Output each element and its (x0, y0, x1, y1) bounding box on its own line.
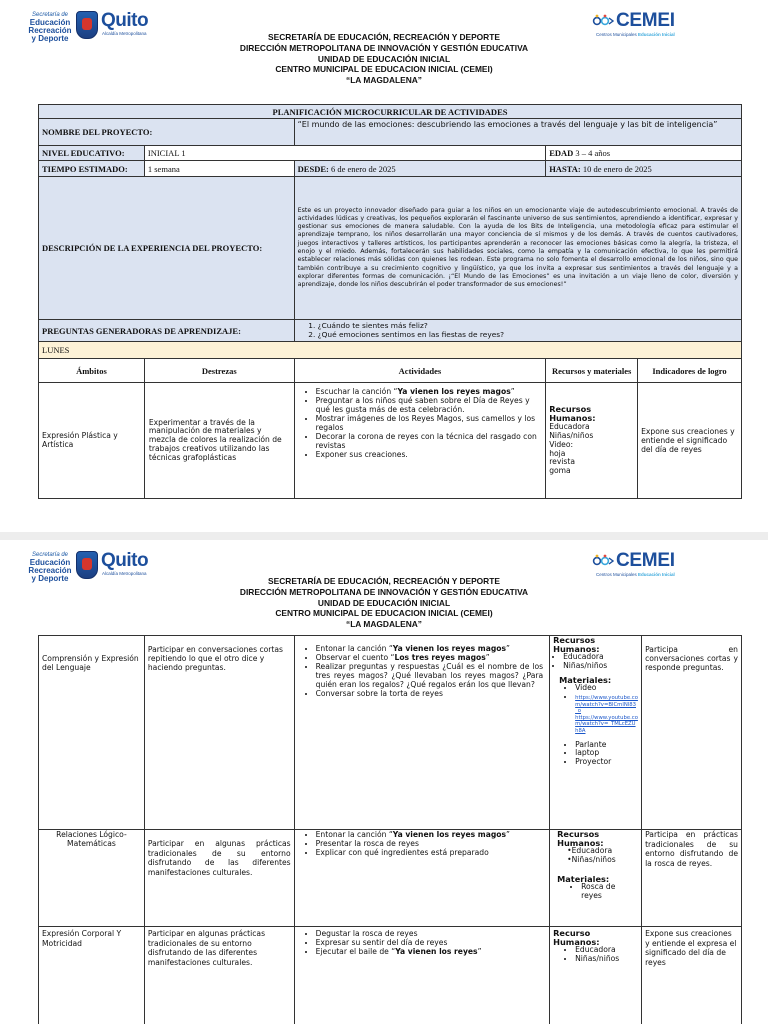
column-header: Recursos y materiales (546, 359, 638, 383)
column-header: Indicadores de logro (638, 359, 742, 383)
age-label: EDAD (549, 148, 574, 158)
activity-text: ” (506, 830, 510, 839)
activity-bold: Los tres reyes magos (394, 653, 486, 662)
material-item: • Video (575, 684, 638, 693)
activity-item: • Preguntar a los niños qué saben sobre el Día de Reyes y qué les gusta más de esta celebración. (316, 396, 543, 414)
activity-item: • Mostrar imágenes de los Reyes Magos, sus camellos y los regalos (316, 414, 543, 432)
materials-title: Materiales: (557, 873, 610, 884)
header-line: DIRECCIÓN METROPOLITANA DE INNOVACIÓN Y GESTIÓN EDUCATIVA (239, 586, 529, 597)
resources-title: Recursos Humanos: (549, 404, 596, 424)
resource-item: • Educadora (575, 946, 638, 955)
resources-cell (550, 927, 642, 1024)
activity-bold: Ya vienen los reyes (395, 947, 478, 956)
time-value: 1 semana (144, 161, 294, 177)
quito-logo-text: Quito (101, 10, 149, 31)
material-item: • laptop (575, 749, 638, 758)
cemei-logo-text: CEMEI (616, 550, 675, 571)
questions-list (294, 320, 741, 342)
age-cell (546, 146, 742, 161)
activity-item (316, 830, 544, 839)
logo-text: y Deporte (31, 574, 69, 583)
page-gap (0, 532, 768, 540)
level-value: INICIAL 1 (144, 146, 545, 161)
resource-item: revista (549, 457, 576, 467)
activity-bold: Ya vienen los reyes magos (397, 387, 511, 396)
column-header: Actividades (294, 359, 546, 383)
resources-title: Recursos Humanos: (553, 635, 600, 654)
to-label: HASTA: (549, 163, 581, 174)
cemei-children-icon (592, 14, 614, 28)
header-line: UNIDAD DE EDUCACIÓN INICIAL (317, 53, 451, 64)
resource-text: Educadora (571, 846, 613, 856)
cemei-sub-2: Educación Inicial (638, 32, 675, 37)
activity-text: ” (506, 644, 510, 653)
header-line: SECRETARÍA DE EDUCACIÓN, RECREACIÓN Y DEPORTE (268, 576, 500, 586)
cemei-logo-text: CEMEI (616, 10, 675, 31)
questions-label: PREGUNTAS GENERADORAS DE APRENDIZAJE: (39, 320, 295, 342)
resource-item: • Niñas/niños (575, 955, 638, 964)
table-row (39, 636, 742, 830)
indicator-cell: Participa en conversaciones cortas y responde preguntas. (642, 636, 742, 830)
cemei-sub-1: Centros Municipales (596, 572, 639, 577)
resource-item: hoja (549, 448, 566, 458)
header-line: UNIDAD DE EDUCACIÓN INICIAL (317, 597, 451, 608)
header-line: DIRECCIÓN METROPOLITANA DE INNOVACIÓN Y GESTIÓN EDUCATIVA (239, 42, 529, 53)
resources-cell (546, 383, 638, 499)
resource-item: • Niñas/niños (563, 662, 638, 671)
resource-item: Educadora (549, 422, 590, 432)
destreza-cell: Experimentar a través de la manipulación de materiales y mezcla de colores la realización de trabajos creativos utilizando las técnicas grafoplásticas (144, 383, 294, 499)
description-label: DESCRIPCIÓN DE LA EXPERIENCIA DEL PROYECTO: (39, 177, 295, 320)
header-line: “LA MAGDALENA” (346, 619, 422, 630)
activity-item: • Presentar la rosca de reyes (316, 839, 544, 848)
destreza-cell: Participar en algunas prácticas tradicionales de su entorno disfrutando de las diferentes manifestaciones culturales. (144, 830, 294, 927)
material-item: • Rosca de reyes (581, 883, 638, 900)
activity-item (316, 387, 543, 396)
activity-text: ” (510, 387, 515, 396)
activity-text: Escuchar la canción “ (315, 387, 398, 396)
planning-table (38, 104, 742, 499)
activity-item: • Realizar preguntas y respuestas ¿Cuál es el nombre de los tres reyes magos? ¿Qué llevaban los reyes magos? ¿Para quién eran los regalos? ¿Qué regalos erán los que llevan? (316, 662, 544, 689)
activity-item: • Explicar con qué ingredientes está preparado (316, 848, 544, 857)
quito-logo-text: Quito (101, 550, 149, 571)
to-value: 10 de enero de 2025 (580, 163, 652, 174)
activity-text: Entonar la canción “ (315, 644, 393, 653)
resource-item: goma (549, 465, 571, 475)
activity-item (316, 947, 547, 956)
logo-text: Recreación (28, 26, 72, 35)
video-link[interactable]: • https://www.youtube.com/watch?v=BlCmlNl83_o (575, 695, 638, 715)
resources-cell (550, 636, 642, 830)
header-line: SECRETARÍA DE EDUCACIÓN, RECREACIÓN Y DEPORTE (268, 32, 500, 42)
column-header: Ámbitos (39, 359, 145, 383)
time-label: TIEMPO ESTIMADO: (39, 161, 145, 177)
ambito-cell: Expresión Corporal Y Motricidad (39, 927, 145, 1024)
project-label: NOMBRE DEL PROYECTO: (39, 119, 295, 146)
activity-item (316, 644, 544, 653)
logo-text: Recreación (28, 566, 72, 575)
alcaldia-logo-text: Alcaldía Metropolitana (102, 571, 147, 576)
activities-cell (294, 927, 550, 1024)
indicator-cell: Expone sus creaciones y entiende el significado del día de reyes (638, 383, 742, 499)
cemei-sub-2: Educación Inicial (638, 572, 675, 577)
logo-text: Educación (29, 18, 71, 27)
resource-item: Video: (549, 439, 574, 449)
logo-text: y Deporte (31, 34, 69, 43)
day-label: LUNES (39, 342, 742, 359)
document-header (0, 32, 768, 86)
alcaldia-logo-text: Alcaldía Metropolitana (102, 31, 147, 36)
resource-text: Niñas/niños (571, 854, 616, 864)
activity-item: • Conversar sobre la torta de reyes (316, 689, 544, 698)
logo-text: Secretaría de (31, 552, 69, 558)
activities-cell (294, 830, 550, 927)
activity-item (316, 653, 544, 662)
question-item: 2. ¿Qué emociones sentimos en las fiestas de reyes? (318, 331, 738, 340)
page-2 (0, 540, 768, 1024)
destreza-cell: Participar en conversaciones cortas repitiendo lo que el otro dice y haciendo preguntas. (144, 636, 294, 830)
materials-title: Materiales: (559, 674, 612, 685)
header-line: CENTRO MUNICIPAL DE EDUCACION INICIAL (CEMEI) (275, 608, 493, 619)
question-item: 1. ¿Cuándo te sientes más feliz? (318, 322, 738, 331)
table-row (39, 383, 742, 499)
resources-title: Recurso Humanos: (553, 928, 600, 947)
resource-item: •Niñas/niños (567, 854, 616, 864)
resources-title: Recursos Humanos: (557, 829, 604, 848)
indicator-cell: Participa en prácticas tradicionales de su entorno disfrutando de la rosca de reyes. (642, 830, 742, 927)
document-header (0, 576, 768, 630)
destreza-cell: Participar en algunas prácticas tradicionales de su entorno disfrutando de las diferentes manifestaciones culturales. (144, 927, 294, 1024)
from-value: 6 de enero de 2025 (328, 163, 396, 174)
ambito-cell: Relaciones Lógico-Matemáticas (39, 830, 145, 927)
to-cell (546, 161, 742, 177)
activity-bold: Ya vienen los reyes magos (392, 644, 507, 653)
activity-text: ” (477, 947, 482, 956)
material-item: • Proyector (575, 758, 638, 767)
activity-item: • Expresar su sentir del día de reyes (316, 938, 547, 947)
activities-cell (294, 636, 550, 830)
resource-item: •Educadora (567, 846, 613, 856)
material-item: • Parlante (575, 741, 638, 750)
header-line: “LA MAGDALENA” (346, 75, 422, 86)
logo-text: Secretaría de (31, 12, 69, 18)
resources-cell (550, 830, 642, 927)
activity-item: • Decorar la corona de reyes con la técnica del rasgado con revistas (316, 432, 543, 450)
table-row (39, 927, 742, 1024)
activity-text: ” (485, 653, 490, 662)
quito-shield-icon (76, 551, 98, 579)
from-label: DESDE: (297, 163, 329, 174)
ambito-cell: Expresión Plástica y Artística (39, 383, 145, 499)
activities-table-continued (38, 635, 742, 1024)
planning-title: PLANIFICACIÓN MICROCURRICULAR DE ACTIVIDADES (39, 105, 742, 119)
material-link-item (575, 693, 638, 735)
age-value: 3 – 4 años (573, 148, 611, 158)
ambito-cell: Comprensión y Expresión del Lenguaje (39, 636, 145, 830)
activity-text: Ejecutar el baile de “ (315, 947, 396, 956)
column-header: Destrezas (144, 359, 294, 383)
cemei-sub-1: Centros Municipales (596, 32, 639, 37)
activity-text: Entonar la canción “ (315, 830, 393, 839)
resource-item: • Educadora (563, 653, 638, 662)
project-name: “El mundo de las emociones: descubriendo las emociones a través del lenguaje y las bit de inteligencia” (294, 119, 741, 146)
video-link[interactable]: https://www.youtube.com/watch?v=_TMLcEZUh8A (575, 714, 638, 734)
resource-item: Niñas/niños (549, 431, 594, 441)
header-line: CENTRO MUNICIPAL DE EDUCACION INICIAL (CEMEI) (275, 64, 493, 75)
activity-text: Observar el cuento “ (315, 653, 395, 662)
logo-text: Educación (29, 558, 71, 567)
activity-bold: Ya vienen los reyes magos (392, 830, 507, 839)
indicator-cell: Expone sus creaciones y entiende el expresa el significado del día de reyes (642, 927, 742, 1024)
from-cell (294, 161, 546, 177)
table-row (39, 830, 742, 927)
activity-item: • Exponer sus creaciones. (316, 450, 543, 459)
cemei-children-icon (592, 554, 614, 568)
activity-item: • Degustar la rosca de reyes (316, 929, 547, 938)
level-label: NIVEL EDUCATIVO: (39, 146, 145, 161)
description-text: Este es un proyecto innovador diseñado para guiar a los niños en un emocionante viaje de autodescubrimiento emocional. A través de actividades lúdicas y creativas, los pequeños explorarán el fascinante universo de sus sentimientos, aprendiendo a identificar, expresar y gestionar sus emociones de manera saludable. Con la ayuda de los Bits de Inteligencia, una metodología eficaz para estimular el aprendizaje temprano, los niños desarrollarán una mayor conciencia de sí mismos y de los demás. A través de cuentos cautivadores, juegos interactivos y talleres artísticos, los participantes aprenderán a reconocer las emociones básicas como la alegría, la tristeza, el enojo y el miedo. Además, fortalecerán sus habilidades sociales, como la empatía y la comunicación efectiva, lo que les permitirá establecer relaciones más sólidas con quienes les rodean. Este programa no solo fomenta el desarrollo emocional de los niños, sino que también contribuye a su crecimiento cognitivo y lingüístico, ya que los invita a expresar sus sentimientos a través del lenguaje y a explorar diferentes formas de comunicación. ¡“El Mundo de las Emociones” es una invitación a un viaje lleno de color, diversión y aprendizaje, donde los niños descubrirán el poder transformador de sus emociones!” (294, 177, 741, 320)
activities-cell (294, 383, 546, 499)
